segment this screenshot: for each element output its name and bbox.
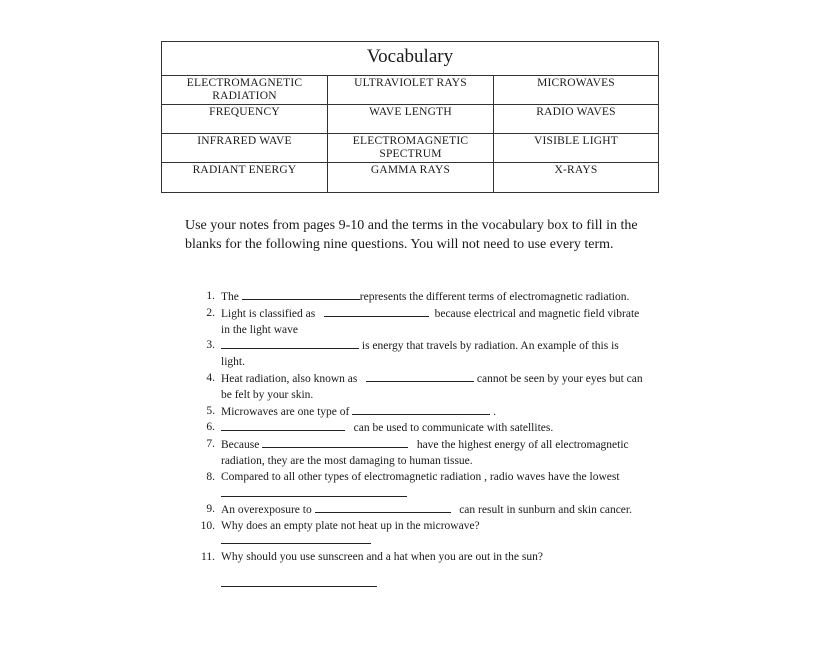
answer-line[interactable] [221,537,371,544]
question-text: have the highest energy of all electromagnetic radiation, they are the most damaging to human tissue. [221,439,629,467]
question-text: Because [221,439,260,452]
question-7 [195,437,645,470]
vocabulary-title: Vocabulary [162,42,658,76]
answer-blank[interactable] [221,486,407,497]
question-text: Microwaves are one type of [221,405,350,418]
question-8 [195,470,645,503]
vocab-term: RADIANT ENERGY [162,163,328,192]
answer-blank[interactable] [315,502,451,513]
question-5 [195,404,645,421]
question-number: 6. [206,421,215,434]
answer-blank[interactable] [242,289,360,300]
vocab-term: VISIBLE LIGHT [494,134,658,163]
vocab-term: ELECTROMAGNETIC SPECTRUM [328,134,494,163]
vocab-term: WAVE LENGTH [328,105,494,134]
vocab-term: FREQUENCY [162,105,328,134]
answer-blank[interactable] [221,338,359,349]
question-number: 5. [206,404,215,417]
question-text: . [493,405,496,418]
vocabulary-box [161,41,659,193]
question-text: Why should you use sunscreen and a hat when you are out in the sun? [221,550,543,563]
question-11 [195,550,645,587]
question-number: 9. [206,503,215,516]
answer-blank[interactable] [352,404,490,415]
vocab-term: X-RAYS [554,164,598,176]
answer-blank[interactable] [324,306,429,317]
answer-blank[interactable] [262,437,408,448]
question-number: 8. [206,470,215,483]
vocab-term: ULTRAVIOLET RAYS [328,76,494,105]
answer-line[interactable] [221,580,377,587]
question-number: 7. [206,438,215,451]
question-10 [195,519,645,544]
question-text: represents the different terms of electromagnetic radiation. [359,291,630,303]
question-text: Compared to all other types of electromagnetic radiation , radio waves have the lowest [221,470,620,483]
question-1 [195,289,645,306]
question-list [195,289,645,587]
vocab-term: RADIO WAVES [494,105,658,134]
vocab-term: GAMMA RAYS [328,163,494,192]
question-3 [195,338,645,371]
question-4 [195,371,645,404]
question-text: Heat radiation, also known as [221,372,358,385]
question-number: 2. [206,306,215,319]
question-text: because electrical and magnetic field vibrate in the light wave [221,307,640,336]
vocab-term: ELECTROMAGNETIC RADIATION [162,76,328,105]
question-number: 11. [201,550,215,563]
question-text: The [221,291,239,303]
question-text: cannot be seen by your eyes but can be felt by your skin. [221,372,643,401]
vocab-term: MICROWAVES [494,76,658,105]
question-number: 10. [200,520,215,533]
question-text: Why does an empty plate not heat up in the microwave? [221,520,480,533]
question-number: 3. [206,339,215,352]
question-9 [195,502,645,519]
question-text: can be used to communicate with satellites. [353,422,554,435]
vocab-term: INFRARED WAVE [162,134,328,163]
question-6 [195,420,645,437]
question-number: 4. [206,371,215,384]
question-text: can result in sunburn and skin cancer. [459,504,632,517]
vocabulary-grid [162,76,658,192]
question-text: is energy that travels by radiation. An example of this is light. [221,340,619,369]
answer-blank[interactable] [221,420,345,431]
question-number: 1. [206,290,215,302]
question-text: An overexposure to [221,504,312,517]
question-2 [195,306,645,339]
answer-blank[interactable] [366,371,474,382]
question-text: Light is classified as [221,307,316,320]
instructions: Use your notes from pages 9-10 and the terms in the vocabulary box to fill in the blanks for the following nine questions. You will not need to use every term. [185,218,638,252]
